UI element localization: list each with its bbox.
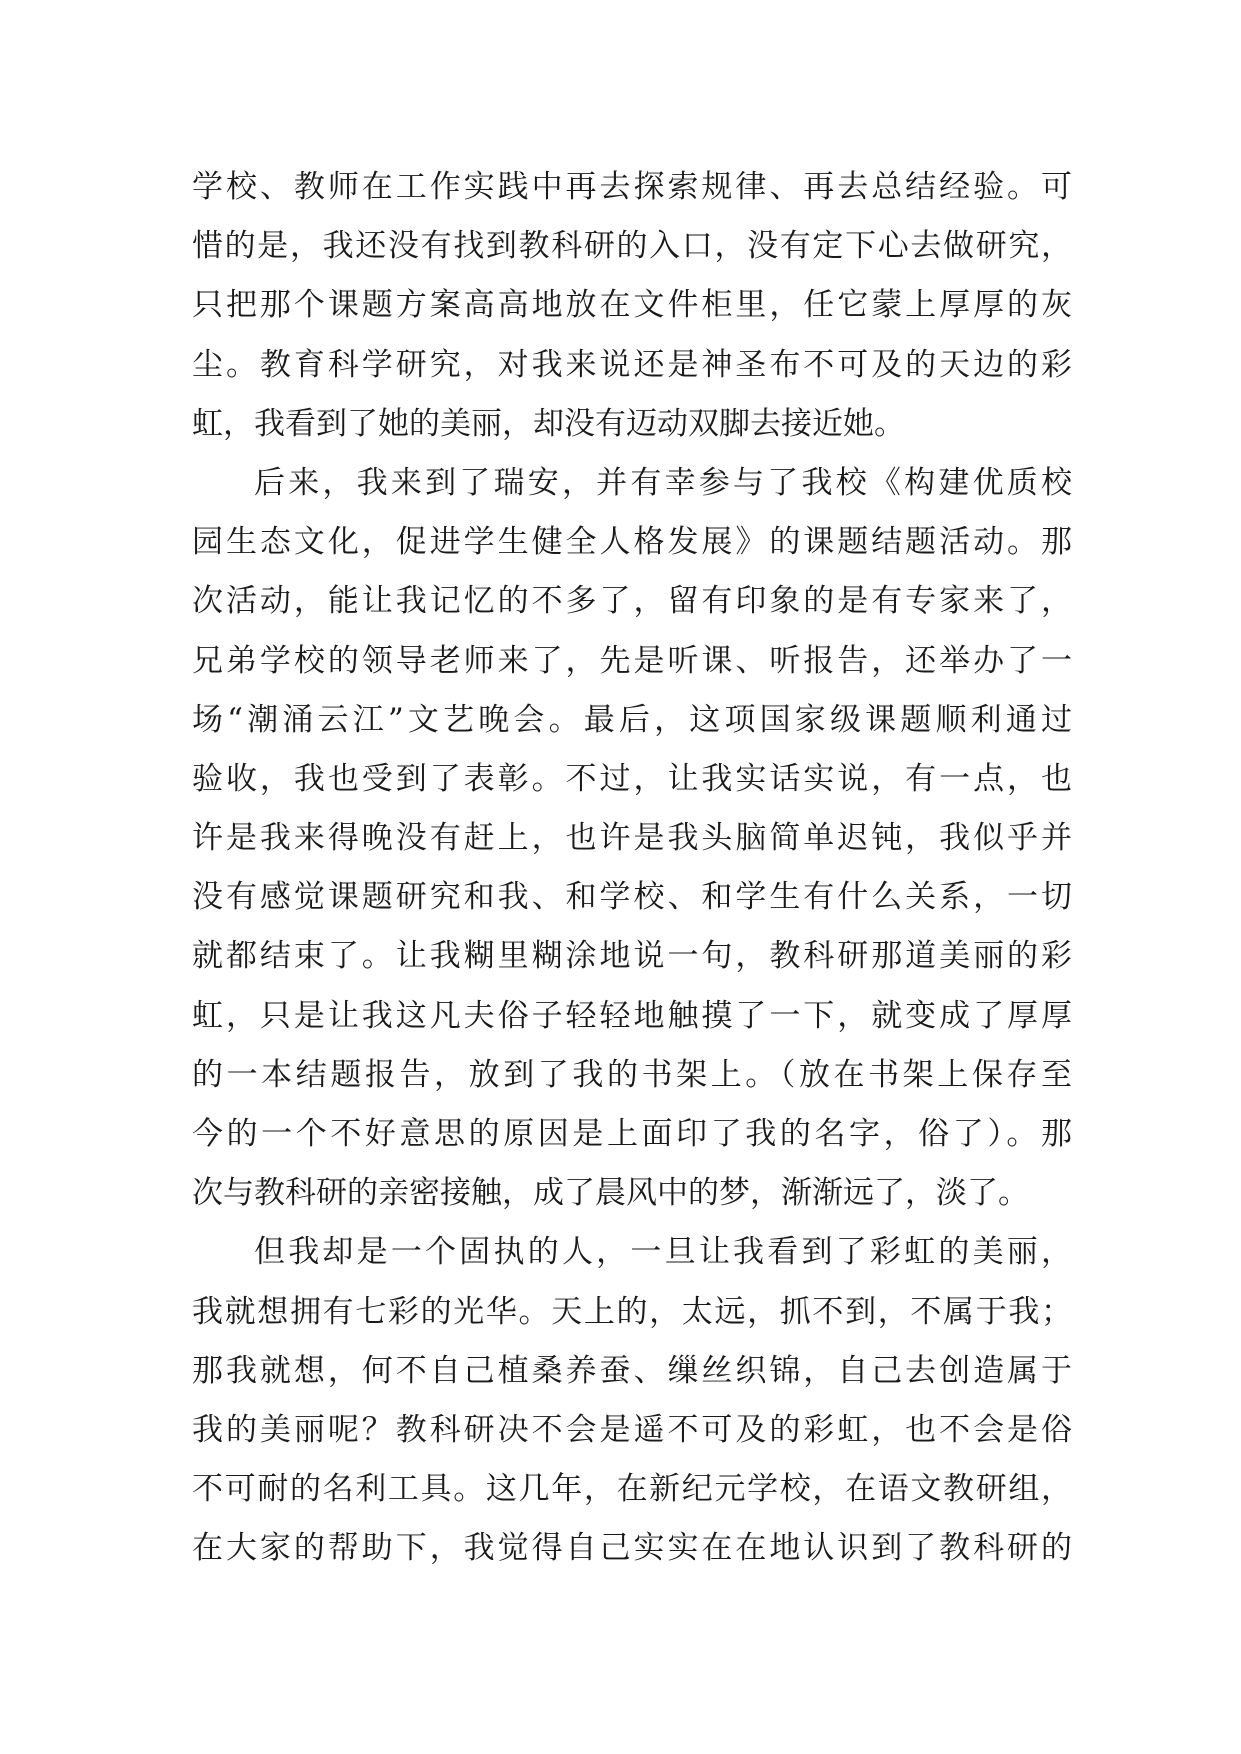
text-line: 次活动，能让我记忆的不多了，留有印象的是有专家来了， bbox=[192, 583, 1072, 620]
body-text bbox=[192, 158, 1072, 1579]
text-line: 虹，只是让我这凡夫俗子轻轻地触摸了一下，就变成了厚厚 bbox=[192, 997, 1072, 1034]
text-line: 但我却是一个固执的人，一旦让我看到了彩虹的美丽， bbox=[254, 1234, 1072, 1271]
text-line: 后来，我来到了瑞安，并有幸参与了我校《构建优质校 bbox=[254, 464, 1072, 501]
text-line: 我就想拥有七彩的光华。天上的，太远，抓不到，不属于我； bbox=[192, 1293, 1072, 1330]
text-line: 没有感觉课题研究和我、和学校、和学生有什么关系，一切 bbox=[192, 879, 1072, 916]
text-line: 惜的是，我还没有找到教科研的入口，没有定下心去做研究， bbox=[192, 228, 1072, 265]
text-line: 验收，我也受到了表彰。不过，让我实话实说，有一点，也 bbox=[192, 760, 1072, 797]
text-line: 园生态文化，促进学生健全人格发展》的课题结题活动。那 bbox=[192, 524, 1072, 561]
text-line: 兄弟学校的领导老师来了，先是听课、听报告，还举办了一 bbox=[192, 642, 1072, 679]
text-line: 今的一个不好意思的原因是上面印了我的名字，俗了）。那 bbox=[192, 1116, 1072, 1152]
text-line: 虹，我看到了她的美丽，却没有迈动双脚去接近她。 bbox=[192, 405, 905, 442]
text-line: 尘。教育科学研究，对我来说还是神圣布不可及的天边的彩 bbox=[192, 346, 1072, 383]
text-line: 学校、教师在工作实践中再去探索规律、再去总结经验。可 bbox=[192, 169, 1072, 205]
text-line: 次与教科研的亲密接触，成了晨风中的梦，渐渐远了，淡了。 bbox=[192, 1175, 1029, 1212]
text-line: 许是我来得晚没有赶上，也许是我头脑简单迟钝，我似乎并 bbox=[192, 820, 1072, 857]
text-line: 在大家的帮助下，我觉得自己实实在在地认识到了教科研的 bbox=[192, 1530, 1072, 1567]
text-line: 我的美丽呢？教科研决不会是遥不可及的彩虹，也不会是俗 bbox=[192, 1411, 1072, 1448]
text-line: 的一本结题报告，放到了我的书架上。（放在书架上保存至 bbox=[192, 1056, 1072, 1093]
text-line: 不可耐的名利工具。这几年，在新纪元学校，在语文教研组， bbox=[192, 1471, 1072, 1508]
text-line: 只把那个课题方案高高地放在文件柜里，任它蒙上厚厚的灰 bbox=[192, 287, 1072, 324]
text-line: 那我就想，何不自己植桑养蚕、缫丝织锦，自己去创造属于 bbox=[192, 1352, 1072, 1389]
text-line: 场“潮涌云江”文艺晚会。最后，这项国家级课题顺利通过 bbox=[192, 701, 1072, 738]
text-line: 就都结束了。让我糊里糊涂地说一句，教科研那道美丽的彩 bbox=[192, 938, 1072, 975]
